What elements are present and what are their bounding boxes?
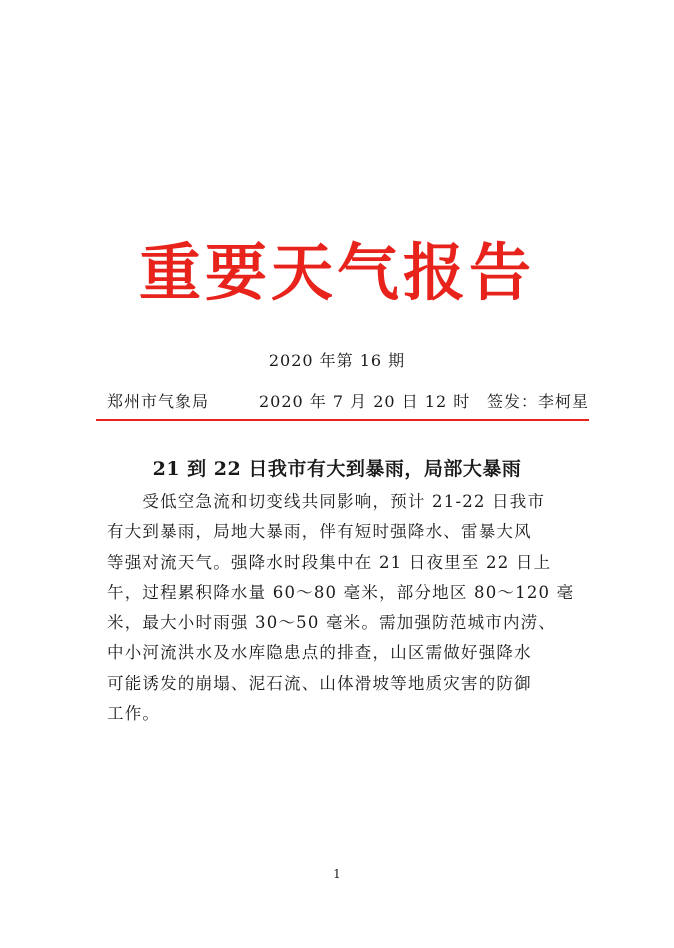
issuing-organization: 郑州市气象局 <box>107 392 210 411</box>
report-title: 重要天气报告 <box>138 236 535 309</box>
report-headline: 21 到 22 日我市有大到暴雨，局部大暴雨 <box>152 458 522 480</box>
issue-number: 2020 年第 16 期 <box>268 351 406 370</box>
issuance-info-row <box>107 390 589 414</box>
body-line: 米，最大小时雨强 30～50 毫米。需加强防范城市内涝、 <box>107 613 557 633</box>
report-body <box>107 487 589 729</box>
body-line: 可能诱发的崩塌、泥石流、山体滑坡等地质灾害的防御 <box>107 673 532 693</box>
body-line: 中小河流洪水及水库隐患点的排查，山区需做好强降水 <box>107 643 532 663</box>
body-line: 工作。 <box>107 704 161 724</box>
body-line: 有大到暴雨，局地大暴雨，伴有短时强降水、雷暴大风 <box>107 522 532 542</box>
body-line: 午，过程累积降水量 60～80 毫米，部分地区 80～120 毫 <box>107 582 575 602</box>
issue-time: 2020 年 7 月 20 日 12 时 <box>259 392 471 411</box>
red-divider-line <box>96 419 589 421</box>
body-line: 等强对流天气。强降水时段集中在 21 日夜里至 22 日上 <box>107 552 552 572</box>
page-number: 1 <box>333 867 341 881</box>
body-line: 受低空急流和切变线共同影响，预计 21-22 日我市 <box>107 492 546 511</box>
signer: 签发：李柯星 <box>486 392 589 411</box>
